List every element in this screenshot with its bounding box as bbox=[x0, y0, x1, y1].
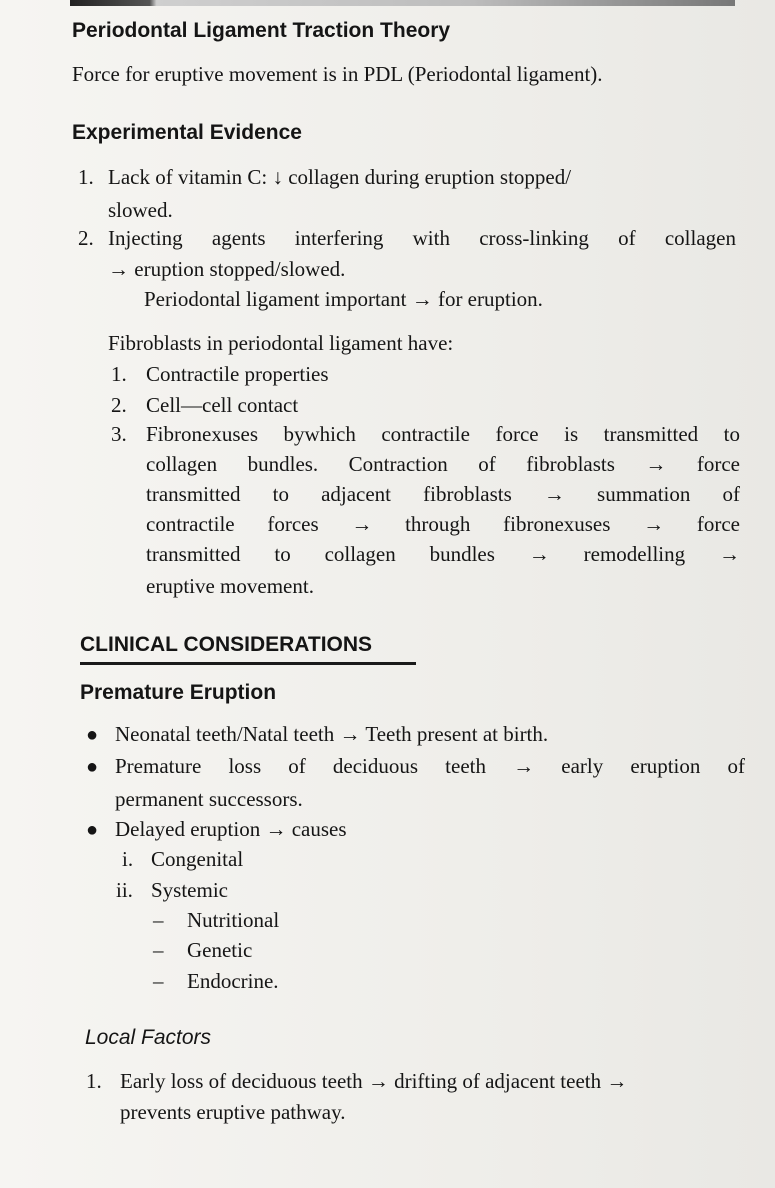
fibro-item-3-line-4: contractile forces → through fibronexuses → force bbox=[146, 512, 740, 536]
bullet-dot: ● bbox=[86, 724, 99, 746]
cause-systemic: Systemic bbox=[151, 878, 228, 902]
bullet-2-line-2: permanent successors. bbox=[115, 787, 303, 811]
intro-text: Force for eruptive movement is in PDL (Periodontal ligament). bbox=[72, 62, 603, 86]
bullet-3-text: Delayed eruption → causes bbox=[115, 817, 347, 841]
fibro-item-3-line-3: transmitted to adjacent fibroblasts → summation of bbox=[146, 482, 740, 506]
bullet-dot: ● bbox=[86, 819, 99, 841]
fibro-item-1: Contractile properties bbox=[146, 362, 329, 386]
local-1-line-2: prevents eruptive pathway. bbox=[120, 1100, 346, 1124]
fibro-item-3-line-2: collagen bundles. Contraction of fibroblasts → force bbox=[146, 452, 740, 476]
evidence-2-line-2: → eruption stopped/slowed. bbox=[108, 257, 346, 281]
pdl-important-text: Periodontal ligament important → for eruption. bbox=[144, 287, 543, 311]
systemic-endocrine: Endocrine. bbox=[187, 969, 279, 993]
systemic-nutritional: Nutritional bbox=[187, 908, 280, 932]
fibro-item-3-line-1: Fibronexuses bywhich contractile force is transmitted to bbox=[146, 422, 740, 446]
fibro-item-2: Cell—cell contact bbox=[146, 393, 299, 417]
section-heading-clinical: CLINICAL CONSIDERATIONS bbox=[80, 633, 373, 656]
dash: – bbox=[153, 969, 164, 993]
dash: – bbox=[153, 908, 164, 932]
local-1-line-1: Early loss of deciduous teeth → drifting of adjacent teeth → bbox=[120, 1069, 628, 1093]
top-image-edge bbox=[70, 0, 735, 6]
heading-underline bbox=[80, 662, 416, 665]
bullet-dot: ● bbox=[86, 756, 99, 778]
evidence-1-line-1: Lack of vitamin C: ↓ collagen during eruption stopped/ bbox=[108, 165, 572, 189]
systemic-genetic: Genetic bbox=[187, 938, 253, 962]
cause-num-ii: ii. bbox=[116, 878, 133, 902]
cause-congenital: Congenital bbox=[151, 847, 244, 871]
section-heading-premature: Premature Eruption bbox=[80, 681, 277, 704]
fibroblasts-intro: Fibroblasts in periodontal ligament have: bbox=[108, 331, 454, 355]
evidence-1-line-2: slowed. bbox=[108, 198, 173, 222]
fibro-num-1: 1. bbox=[111, 362, 127, 386]
section-heading-pdl-theory: Periodontal Ligament Traction Theory bbox=[72, 19, 451, 42]
fibro-item-3-line-5: transmitted to collagen bundles → remodelling → bbox=[146, 542, 740, 566]
fibro-num-2: 2. bbox=[111, 393, 127, 417]
fibro-item-3-line-6: eruptive movement. bbox=[146, 574, 314, 598]
cause-num-i: i. bbox=[122, 847, 134, 871]
evidence-num-2: 2. bbox=[78, 226, 94, 250]
fibro-num-3: 3. bbox=[111, 422, 127, 446]
bullet-1-text: Neonatal teeth/Natal teeth → Teeth present at birth. bbox=[115, 722, 549, 746]
dash: – bbox=[153, 938, 164, 962]
evidence-num-1: 1. bbox=[78, 165, 94, 189]
section-heading-evidence: Experimental Evidence bbox=[72, 121, 302, 144]
section-heading-local: Local Factors bbox=[85, 1026, 212, 1049]
evidence-2-line-1: Injecting agents interfering with cross-linking of collagen bbox=[108, 226, 736, 250]
local-num-1: 1. bbox=[86, 1069, 102, 1093]
bullet-2-line-1: Premature loss of deciduous teeth → early eruption of bbox=[115, 754, 745, 778]
